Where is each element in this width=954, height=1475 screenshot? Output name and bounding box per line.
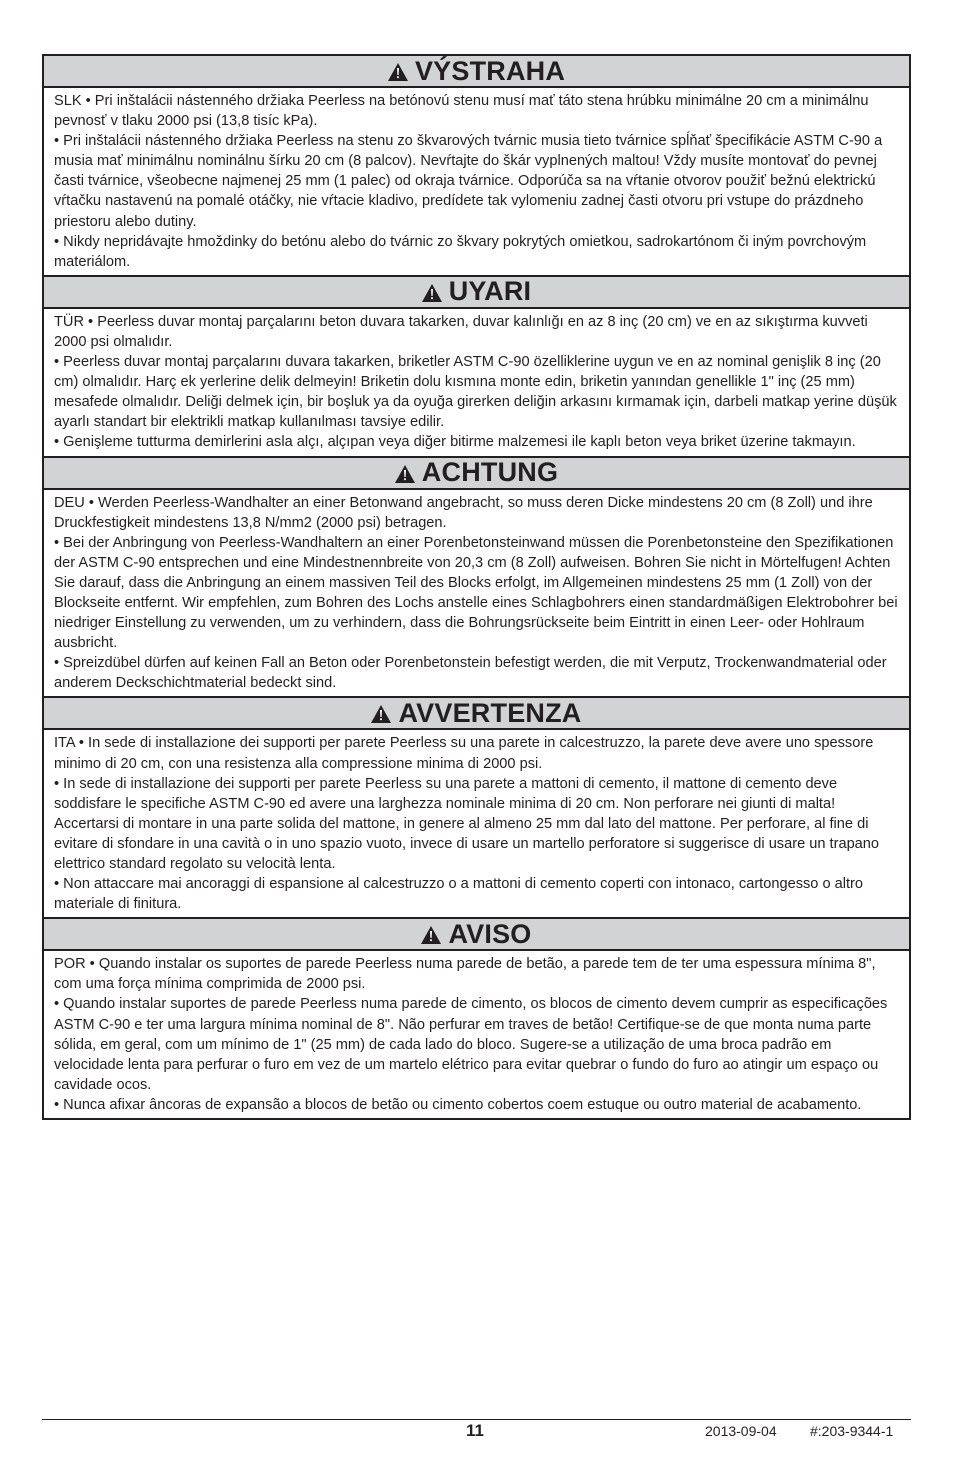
warning-section-slk bbox=[44, 56, 909, 277]
section-body bbox=[44, 88, 909, 277]
document-date: 2013-09-04 bbox=[705, 1423, 777, 1439]
paragraph: • Peerless duvar montaj parçalarını duvara takarken, briketler ASTM C-90 özelliklerine uygun ve en az nominal genişlik 8 inç (20 cm) olmalıdır. Harç ek yerlerine delik delmeyin! Briketin dolu kısmına monte edin, briketin yanından genellikle 1" inç (25 mm) mesafede olmalıdır. Deliği delmek için, bir boşluk ya da oyuğa girerken deliğin arkasını kırmamak için, darbeli matkap yerine düşük ayarlı standart bir elektrikli matkap kullanılması tavsiye edilir. bbox=[54, 354, 897, 431]
section-header bbox=[44, 698, 909, 730]
paragraph: SLK • Pri inštalácii nástenného držiaka Peerless na betónovú stenu musí mať táto stena hrúbku minimálne 20 cm a minimálnu pevnosť v tlaku 2000 psi (13,8 tisíc kPa). bbox=[54, 93, 869, 130]
paragraph: TÜR • Peerless duvar montaj parçalarını beton duvara takarken, duvar kalınlığı en az 8 inç (20 cm) ve en az sıkıştırma kuvveti 2000 psi olmalıdır. bbox=[54, 313, 868, 350]
warning-triangle-icon bbox=[371, 705, 391, 723]
warning-section-ita bbox=[44, 698, 909, 919]
document-number: #:203-9344-1 bbox=[810, 1423, 894, 1439]
paragraph: • Nikdy nepridávajte hmoždinky do betónu alebo do tvárnic zo škvary pokrytých omietkou, sadrokartónom či iným povrchovým materiálom. bbox=[54, 233, 867, 270]
paragraph: • Spreizdübel dürfen auf keinen Fall an Beton oder Porenbetonstein befestigt werden, die mit Verputz, Trockenwandmaterial oder anderem Deckschichtmaterial bedeckt sind. bbox=[54, 655, 887, 692]
warning-section-deu bbox=[44, 458, 909, 699]
section-body bbox=[44, 490, 909, 699]
warning-triangle-icon bbox=[395, 465, 415, 483]
warning-triangle-icon bbox=[388, 63, 408, 81]
warnings-box bbox=[42, 54, 911, 1120]
section-title: AVVERTENZA bbox=[398, 697, 582, 728]
section-title: AVISO bbox=[448, 918, 532, 949]
paragraph: • Genişleme tutturma demirlerini asla alçı, alçıpan veya diğer bitirme malzemesi ile kaplı beton veya briket üzerine takmayın. bbox=[54, 434, 856, 451]
section-title: ACHTUNG bbox=[421, 457, 559, 487]
paragraph: ITA • In sede di installazione dei supporti per parete Peerless su una parete in calcestruzzo, la parete deve avere uno spessore minimo di 20 cm, con una resistenza alla compressione minima di 2000 psi. bbox=[54, 735, 874, 772]
section-body bbox=[44, 309, 909, 458]
section-body bbox=[44, 951, 909, 1118]
paragraph: • Bei der Anbringung von Peerless-Wandhaltern an einer Porenbetonsteinwand müssen die Porenbetonsteine den Spezifikationen der ASTM C-90 entsprechen und eine Mindestnennbreite von 20,3 cm (8 Zoll) aufweisen. Bohren Sie nicht in Mörtelfugen! Achten Sie darauf, dass die Anbringung an einem massiven Teil des Blocks erfolgt, im Allgemeinen mindestens 25 mm (1 Zoll) von der Blockseite entfernt. Wir empfehlen, zum Bohren des Lochs anstelle eines Schlagbohrers einen standardmäßigen Elektrobohrer bei niedriger Einstellung zu verwenden, um zu verhindern, dass die Bohrungsrückseite beim Eintritt in einen Leer- oder Hohlraum ausbricht. bbox=[54, 534, 898, 652]
warning-triangle-icon bbox=[421, 926, 441, 944]
section-header bbox=[44, 56, 909, 88]
paragraph: • Nunca afixar âncoras de expansão a blocos de betão ou cimento cobertos coem estuque ou outro material de acabamento. bbox=[54, 1096, 862, 1113]
footer-divider bbox=[42, 1419, 911, 1420]
section-header bbox=[44, 919, 909, 951]
section-title: VÝSTRAHA bbox=[414, 55, 566, 86]
warning-section-tur bbox=[44, 277, 909, 458]
section-title: UYARI bbox=[448, 276, 532, 307]
section-body bbox=[44, 730, 909, 919]
paragraph: POR • Quando instalar os suportes de parede Peerless numa parede de betão, a parede tem de ter uma espessura mínima 8", com uma força mínima comprimida de 2000 psi. bbox=[54, 956, 876, 993]
paragraph: • Pri inštalácii nástenného držiaka Peerless na stenu zo škvarových tvárnic musia tieto tvárnice spĺňať špecifikácie ASTM C-90 a musia mať minimálnu nominálnu šírku 20 cm (8 palcov). Nevŕtajte do škár vyplnených maltou! Vždy musíte montovať do pevnej časti tvárnice, všeobecne najmenej 25 mm (1 palec) od okraja tvárnice. Odporúča sa na vŕtanie otvorov použiť bežnú elektrickú vŕtačku nastavenú na pomalé otáčky, nie vŕtacie kladivo, predídete tak vylomeniu zadnej časti otvoru pri vstupe do prázdneho priestoru alebo dutiny. bbox=[54, 133, 883, 230]
page-number: 11 bbox=[466, 1421, 484, 1440]
warning-triangle-icon bbox=[422, 284, 442, 302]
paragraph: DEU • Werden Peerless-Wandhalter an einer Betonwand angebracht, so muss deren Dicke mindestens 20 cm (8 Zoll) und ihre Druckfestigkeit mindestens 13,8 N/mm2 (2000 psi) betragen. bbox=[54, 494, 873, 531]
paragraph: • Quando instalar suportes de parede Peerless numa parede de cimento, os blocos de cimento devem cumprir as especificações ASTM C-90 e ter uma largura mínima nominal de 8". Não perfurar em traves de betão! Certifique-se de que monta numa parte sólida, em geral, com um mínimo de 1" (25 mm) de cada lado do bloco. Sugere-se a utilização de uma broca padrão em velocidade lenta para perfurar o furo em vez de um martelo elétrico para evitar quebrar o fundo do furo ao atingir um espaço ou cavidade ocos. bbox=[54, 996, 888, 1093]
section-header bbox=[44, 277, 909, 309]
paragraph: • Non attaccare mai ancoraggi di espansione al calcestruzzo o a mattoni di cemento coperti con intonaco, cartongesso o altro materiale di finitura. bbox=[54, 876, 864, 913]
section-header bbox=[44, 458, 909, 490]
paragraph: • In sede di installazione dei supporti per parete Peerless su una parete a mattoni di cemento, il mattone di cemento deve soddisfare le specifiche ASTM C-90 ed avere una larghezza nominale minima di 20 cm. Non perforare nei giunti di malta! Accertarsi di montare in una parte solida del mattone, in genere al almeno 25 mm dal lato del mattone. Per perforare, al fine di evitare di sfondare in una cavità o in uno spazio vuoto, invece di usare un martello perforatore si suggerisce di usare un trapano elettrico standard regolato su velocità lenta. bbox=[54, 775, 880, 872]
warning-section-por bbox=[44, 919, 909, 1118]
